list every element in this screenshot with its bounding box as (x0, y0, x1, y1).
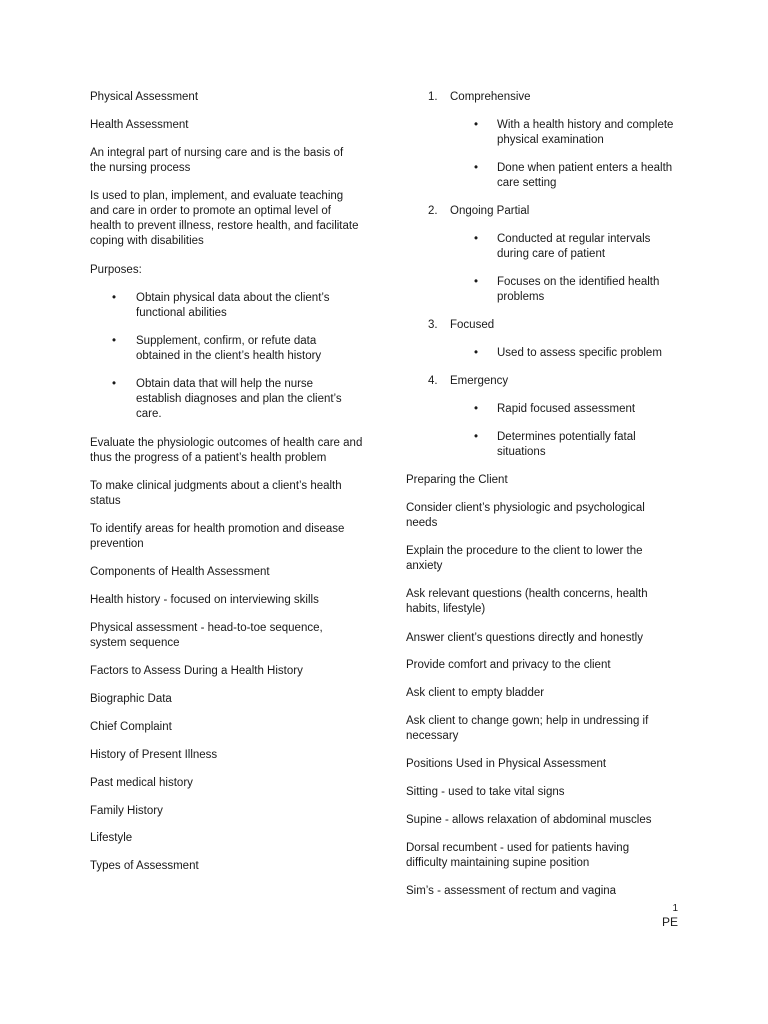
list-item: Past medical history (90, 777, 193, 789)
bullet-icon: • (474, 347, 479, 359)
page-footer (620, 902, 678, 930)
item-number: 4. (428, 375, 438, 387)
bullet-icon: • (474, 162, 479, 174)
paragraph: Health history - focused on interviewing skills (90, 594, 319, 606)
paragraph: Provide comfort and privacy to the client (406, 659, 611, 671)
bullet-icon: • (474, 403, 479, 415)
list-item-text: Done when patient enters a health care setting (497, 162, 673, 189)
section-heading: Positions Used in Physical Assessment (406, 758, 607, 770)
paragraph: Sim’s - assessment of rectum and vagina (406, 885, 617, 897)
bullet-icon: • (112, 335, 117, 347)
list-item: Chief Complaint (90, 721, 172, 733)
section-heading: Types of Assessment (90, 860, 199, 872)
list-item: Family History (90, 805, 163, 817)
list-item: Lifestyle (90, 832, 133, 844)
list-item-text: With a health history and complete physical examination (497, 119, 674, 146)
paragraph: Consider client’s physiologic and psychological needs (406, 502, 645, 529)
list-item: Biographic Data (90, 693, 172, 705)
footer-label: PE (661, 915, 678, 929)
page-number: 1 (672, 903, 678, 914)
paragraph: To make clinical judgments about a client’s health status (90, 480, 342, 507)
paragraph: Evaluate the physiologic outcomes of health care and thus the progress of a patient’s health problem (90, 437, 363, 464)
section-heading: Preparing the Client (406, 474, 508, 486)
bullet-icon: • (112, 378, 117, 390)
bullet-icon: • (474, 431, 479, 443)
item-label: Focused (450, 319, 495, 331)
item-label: Ongoing Partial (450, 205, 530, 217)
list-item-text: Supplement, confirm, or refute data obtained in the client’s health history (136, 335, 322, 362)
item-label: Comprehensive (450, 91, 531, 103)
bullet-icon: • (474, 119, 479, 131)
page-title: Physical Assessment (90, 91, 199, 103)
section-heading: Factors to Assess During a Health History (90, 665, 303, 677)
bullet-icon: • (112, 292, 117, 304)
item-number: 2. (428, 205, 438, 217)
paragraph: To identify areas for health promotion and disease prevention (90, 523, 345, 550)
list-item-text: Determines potentially fatal situations (497, 431, 636, 458)
list-item-text: Used to assess specific problem (497, 347, 662, 359)
list-item-text: Obtain data that will help the nurse establish diagnoses and plan the client’s care. (136, 378, 342, 420)
paragraph: Supine - allows relaxation of abdominal muscles (406, 814, 652, 826)
paragraph: An integral part of nursing care and is the basis of the nursing process (90, 147, 344, 174)
paragraph: Ask client to empty bladder (406, 687, 545, 699)
list-item-text: Conducted at regular intervals during care of patient (497, 233, 651, 260)
paragraph: Answer client’s questions directly and honestly (406, 632, 643, 644)
section-heading: Health Assessment (90, 119, 189, 131)
list-item-text: Rapid focused assessment (497, 403, 636, 415)
item-number: 1. (428, 91, 438, 103)
item-label: Emergency (450, 375, 509, 387)
paragraph: Ask client to change gown; help in undressing if necessary (406, 715, 649, 742)
item-number: 3. (428, 319, 438, 331)
list-item: History of Present Illness (90, 749, 218, 761)
paragraph: Is used to plan, implement, and evaluate teaching and care in order to promote an optimal level of health to prevent illness, restore health, and facilitate coping with disabilities (90, 190, 359, 247)
paragraph: Ask relevant questions (health concerns, health habits, lifestyle) (406, 588, 648, 615)
purposes-label: Purposes: (90, 264, 142, 276)
paragraph: Sitting - used to take vital signs (406, 786, 565, 798)
list-item-text: Obtain physical data about the client’s functional abilities (136, 292, 330, 319)
paragraph: Dorsal recumbent - used for patients having difficulty maintaining supine position (406, 842, 630, 869)
bullet-icon: • (474, 233, 479, 245)
bullet-icon: • (474, 276, 479, 288)
paragraph: Explain the procedure to the client to lower the anxiety (406, 545, 643, 572)
list-item-text: Focuses on the identified health problems (497, 276, 660, 303)
section-heading: Components of Health Assessment (90, 566, 270, 578)
paragraph: Physical assessment - head-to-toe sequence, system sequence (90, 622, 323, 649)
